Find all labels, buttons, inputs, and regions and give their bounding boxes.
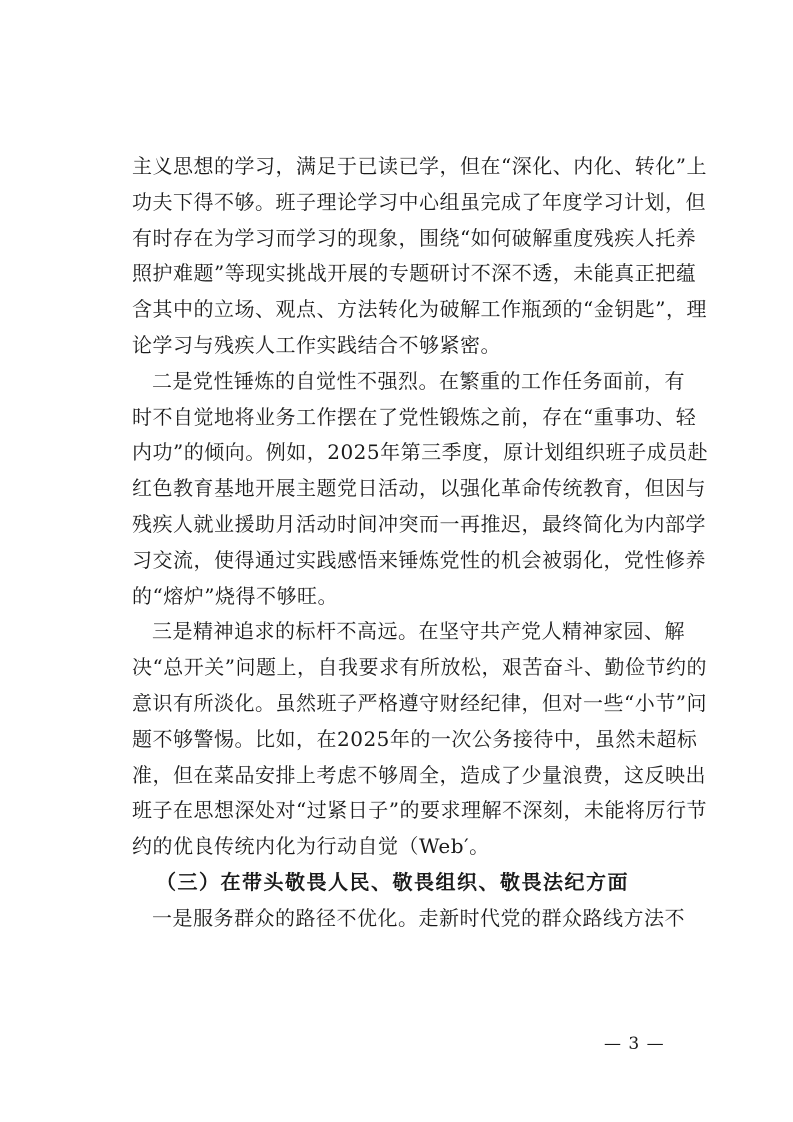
text-line: 内功”的倾向。例如，2025年第三季度，原计划组织班子成员赴: [132, 440, 709, 465]
text-line: 准，但在菜品安排上考虑不够周全，造成了少量浪费，这反映出: [132, 762, 706, 787]
paragraph-start-line: 二是党性锤炼的自觉性不强烈。在繁重的工作任务面前，有: [152, 368, 685, 393]
text-line: 题不够警惕。比如，在2025年的一次公务接待中，虽然未超标: [132, 726, 698, 751]
text-line: 红色教育基地开展主题党日活动，以强化革命传统教育，但因与: [132, 476, 706, 501]
paragraph-start-line: 三是精神追求的标杆不高远。在坚守共产党人精神家园、解: [152, 619, 685, 644]
paragraph-start-line: 一是服务群众的路径不优化。走新时代党的群众路线方法不: [152, 905, 685, 930]
text-line: 约的优良传统内化为行动自觉（Web′。: [132, 834, 490, 859]
text-line: 含其中的立场、观点、方法转化为破解工作瓶颈的“金钥匙”，理: [132, 297, 707, 322]
text-line: 功夫下得不够。班子理论学习中心组虽完成了年度学习计划，但: [132, 189, 706, 214]
page-number: — 3 —: [604, 1034, 665, 1054]
text-line: 班子在思想深处对“过紧日子”的要求理解不深刻，未能将厉行节: [132, 798, 707, 823]
text-line: 有时存在为学习而学习的现象，围绕“如何破解重度残疾人托养: [132, 225, 697, 250]
text-line: 残疾人就业援助月活动时间冲突而一再推迟，最终简化为内部学: [132, 511, 706, 536]
text-line: 意识有所淡化。虽然班子严格遵守财经纪律，但对一些“小节”问: [132, 690, 707, 715]
text-line: 的“熔炉”烧得不够旺。: [132, 583, 338, 608]
text-line: 决“总开关”问题上，自我要求有所放松，艰苦奋斗、勤俭节约的: [132, 655, 707, 680]
section-heading: （三）在带头敬畏人民、敬畏组织、敬畏法纪方面: [156, 869, 629, 894]
text-line: 论学习与残疾人工作实践结合不够紧密。: [132, 332, 501, 357]
text-line: 主义思想的学习，满足于已读已学，但在“深化、内化、转化”上: [132, 154, 707, 178]
text-line: 习交流，使得通过实践感悟来锤炼党性的机会被弱化，党性修养: [132, 547, 706, 572]
text-line: 时不自觉地将业务工作摆在了党性锻炼之前，存在“重事功、轻: [132, 404, 697, 429]
text-line: 照护难题”等现实挑战开展的专题研讨不深不透，未能真正把蕴: [132, 261, 697, 286]
body-text: [132, 149, 709, 937]
